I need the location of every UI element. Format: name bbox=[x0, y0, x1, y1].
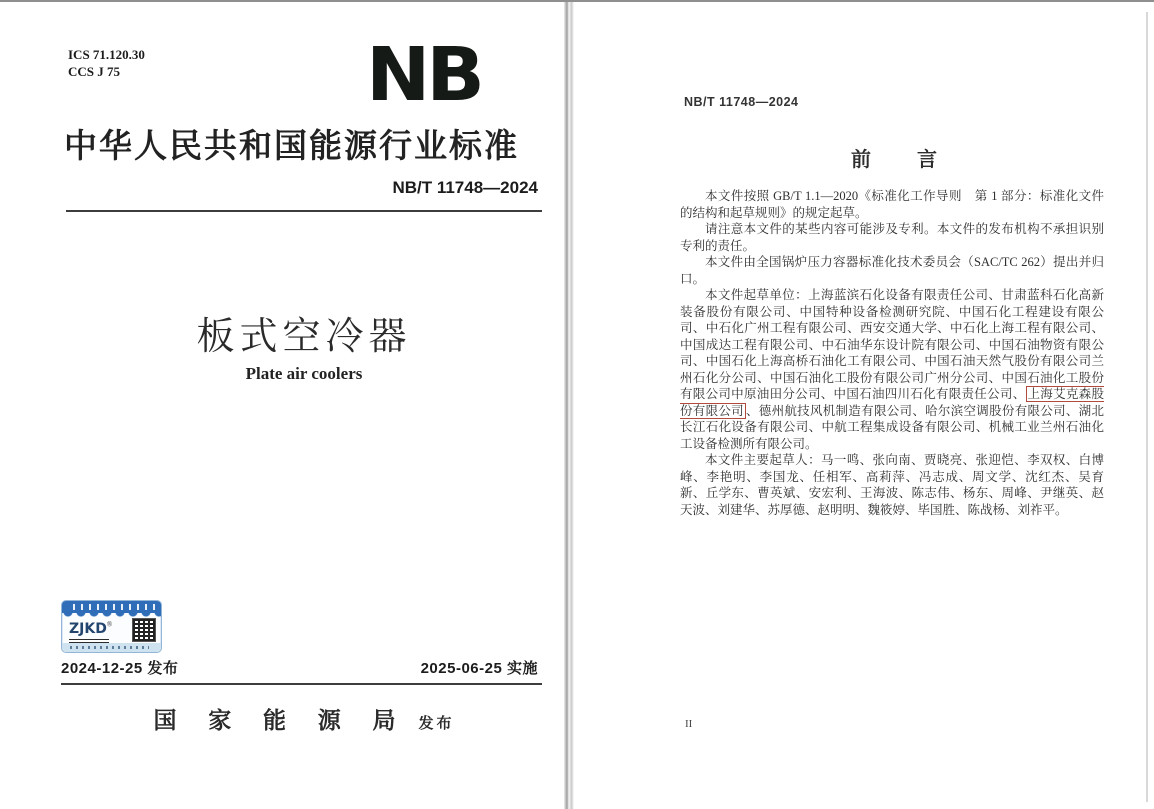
issuer-name: 国 家 能 源 局 bbox=[153, 708, 409, 733]
ics-code: ICS 71.120.30 bbox=[68, 47, 145, 62]
nb-logo: NB bbox=[366, 32, 481, 118]
foreword-heading: 前 言 bbox=[851, 149, 939, 171]
header-divider bbox=[66, 210, 542, 212]
issuer-suffix: 发布 bbox=[418, 716, 455, 732]
classification-codes bbox=[68, 46, 145, 80]
drafting-orgs-before: 本文件起草单位：上海蓝滨石化设备有限责任公司、甘肃蓝科石化高新装备股份有限公司、中国特种设备检测研究院、中国石化工程建设有限公司、中石化广州工程有限公司、西安交通大学、中石化上海工程有限公司、中国成达工程有限公司、中石油华东设计院有限公司、中国石油物资有限公司、中国石化上海高桥石油化工有限公司、中国石油天然气股份有限公司兰州石化分公司、中国石油化工股份有限公司广州分公司、中国石油化工股份有限公司中原油田分公司、中国石油四川石化有限责任公司、 bbox=[680, 288, 1104, 401]
page-number: II bbox=[685, 718, 693, 730]
foreword-paragraph-3: 本文件由全国锅炉压力容器标准化技术委员会（SAC/TC 262）提出并归口。 bbox=[680, 255, 1104, 286]
stamp-banner bbox=[62, 601, 161, 613]
stamp-label: ZJKD bbox=[69, 621, 107, 637]
foreword-paragraph-4 bbox=[680, 287, 1104, 452]
drafting-orgs-after: 、德州航技风机制造有限公司、哈尔滨空调股份有限公司、湖北长江石化设备有限公司、中航工程集成设备有限公司、机械工业兰州石油化工设备检测所有限公司。 bbox=[680, 403, 1104, 451]
document-title-zh: 板式空冷器 bbox=[196, 316, 412, 358]
foreword-paragraph-2: 请注意本文件的某些内容可能涉及专利。本文件的发布机构不承担识别专利的责任。 bbox=[680, 222, 1104, 253]
foreword-paragraph-1: 本文件按照 GB/T 1.1—2020《标准化工作导则 第 1 部分：标准化文件的结构和起草规则》的规定起草。 bbox=[680, 189, 1104, 220]
issue-date: 2024-12-25 发布 bbox=[61, 660, 179, 677]
ccs-code: CCS J 75 bbox=[68, 64, 121, 79]
standard-class-title: 中华人民共和国能源行业标准 bbox=[64, 129, 519, 165]
issuer-line bbox=[66, 702, 542, 735]
qr-code-icon bbox=[132, 618, 156, 642]
standard-number: NB/T 11748—2024 bbox=[392, 178, 538, 197]
stamp-footer-strip bbox=[62, 643, 161, 652]
foreword-paragraph-5: 本文件主要起草人：马一鸣、张向南、贾晓亮、张迎恺、李双权、白博峰、李艳明、李国龙、任相军、高莉萍、冯志成、周文学、沈红杰、吴育新、丘学东、曹英斌、安宏利、王海波、陈志伟、杨东、周峰、尹继英、赵天波、刘建华、苏厚德、赵明明、魏筱婷、毕国胜、陈战杨、刘祚平。 bbox=[680, 453, 1104, 517]
cover-page bbox=[0, 2, 564, 809]
footer-divider bbox=[61, 683, 542, 685]
page-seam bbox=[564, 2, 574, 809]
page-edge-shadow bbox=[1146, 12, 1148, 802]
registered-mark-icon: ® bbox=[106, 620, 113, 629]
highlighted-company: 上海艾克森股份有限公司 bbox=[680, 387, 1104, 418]
anti-counterfeit-stamp bbox=[61, 600, 162, 653]
foreword-page bbox=[574, 2, 1146, 809]
running-header: NB/T 11748—2024 bbox=[684, 95, 799, 109]
implementation-date: 2025-06-25 实施 bbox=[420, 660, 538, 677]
foreword-body bbox=[680, 188, 1104, 518]
document-title-en: Plate air coolers bbox=[245, 364, 363, 383]
